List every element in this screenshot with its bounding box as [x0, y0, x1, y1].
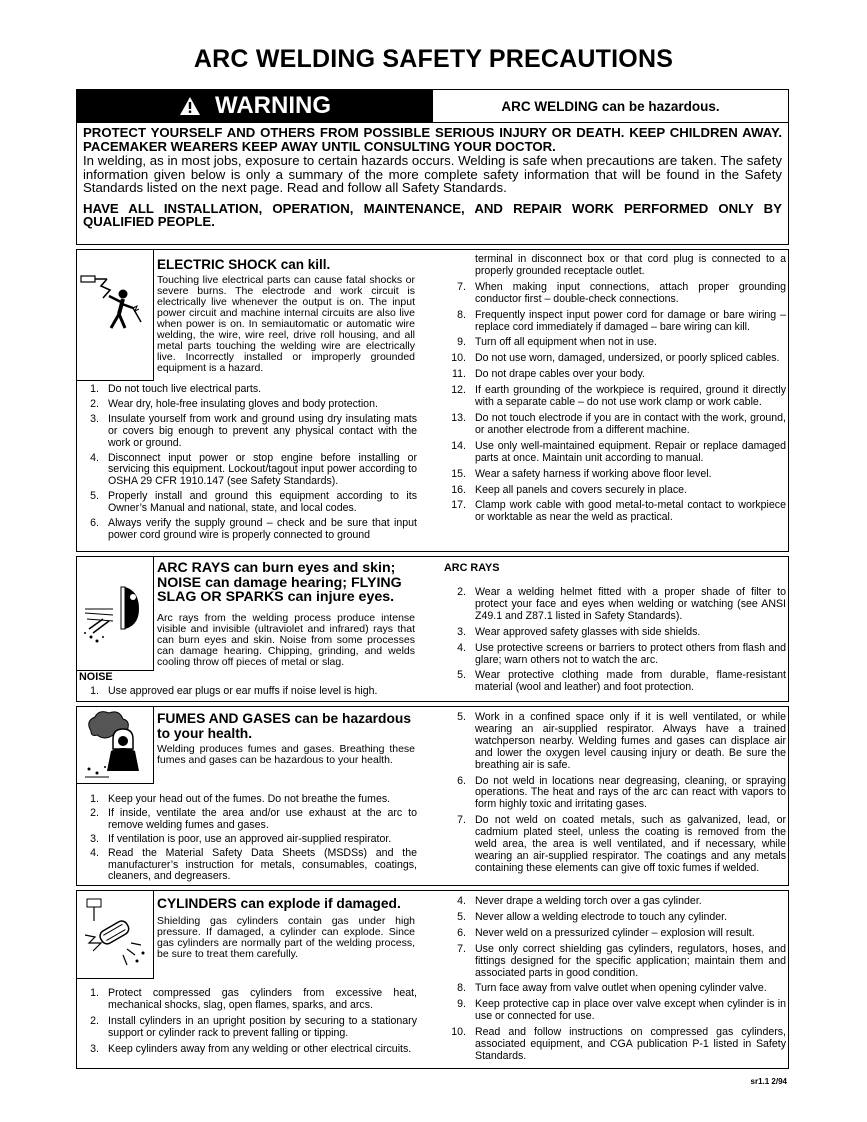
warning-intro-text: In welding, as in most jobs, exposure to certain hazards occurs. Welding is safe when precautions are taken. The safety information given below is only a summary of the more complete safety information that will be found in the Safety Standards listed on the next page. Read and follow all Safety Standards. [83, 153, 782, 195]
section-cylinders [76, 890, 789, 1069]
list-item: 10. Do not use worn, damaged, undersized, or poorly spliced cables. [451, 352, 780, 365]
list-item: 3. Keep cylinders away from any welding or other electrical circuits. [90, 1042, 412, 1055]
warning-qualified-text: HAVE ALL INSTALLATION, OPERATION, MAINTENANCE, AND REPAIR WORK PERFORMED ONLY BY QUALIFIED PEOPLE. [83, 200, 782, 229]
shock-left-list [77, 384, 417, 542]
list-item: 2. Wear a welding helmet fitted with a proper shade of filter to protect your face and eyes when welding or watching (see ANSI Z49.1 and Z87.1 listed in Safety Standards). [457, 586, 786, 622]
list-item: 5. Work in a confined space only if it is well ventilated, or while wearing an air-supplied respirator. Always have a trained watchperson nearby. Welding fumes and gases can displace air and lower the oxygen level causing injury or death. Be sure the breathing air is safe. [457, 711, 786, 771]
fumes-icon-box [77, 707, 154, 784]
list-item: 3. If ventilation is poor, use an approved air-supplied respirator. [90, 832, 392, 845]
list-item: 16. Keep all panels and covers securely in place. [451, 483, 687, 496]
list-item: 4. Never drape a welding torch over a gas cylinder. [457, 895, 702, 907]
list-item: 5. Never allow a welding electrode to touch any cylinder. [457, 910, 728, 923]
rays-icon-box [77, 557, 154, 671]
warning-triangle-icon [179, 96, 201, 116]
list-item: 13. Do not touch electrode if you are in contact with the work, ground, or another electrode from a different machine. [451, 411, 786, 436]
rays-title: ARC RAYS can burn eyes and skin; NOISE can damage hearing; FLYING SLAG OR SPARKS can injure eyes. [157, 560, 402, 605]
list-item: 1. Use approved ear plugs or ear muffs if noise level is high. [90, 685, 378, 697]
warning-box [76, 89, 789, 245]
list-item: 15. Wear a safety harness if working above floor level. [451, 467, 712, 480]
list-item: 7. Use only correct shielding gas cylinders, regulators, hoses, and fittings designed for the specific application; maintain them and associated parts in good condition. [457, 942, 786, 979]
list-item: 4. Use protective screens or barriers to protect others from flash and glare; warn others not to watch the arc. [457, 641, 786, 666]
warning-banner [77, 90, 433, 122]
list-item: 3. Insulate yourself from work and ground using dry insulating mats or covers big enough to prevent any physical contact with the work or ground. [90, 412, 417, 449]
fumes-left-list [77, 794, 417, 883]
fumes-title: FUMES AND GASES can be hazardous to your health. [157, 711, 412, 741]
section-arc-rays [76, 556, 789, 702]
list-item: 10. Read and follow instructions on compressed gas cylinders, associated equipment, and CGA publication P-1 listed in Safety Standards. [451, 1026, 786, 1062]
warning-protect-text: PROTECT YOURSELF AND OTHERS FROM POSSIBLE SERIOUS INJURY OR DEATH. KEEP CHILDREN AWAY. PACEMAKER WEARERS KEEP AWAY UNTIL CONSULTING YOUR DOCTOR. [83, 125, 782, 154]
cylinders-right-list [444, 896, 786, 1063]
warning-subtitle: ARC WELDING can be hazardous. [501, 98, 720, 114]
rays-right-list [444, 587, 786, 694]
list-item: 17. Clamp work cable with good metal-to-metal contact to workpiece or worktable as near the weld as practical. [451, 499, 786, 524]
cylinders-left-list [77, 988, 417, 1056]
list-item: 11. Do not drape cables over your body. [452, 368, 645, 381]
list-item: 6. Never weld on a pressurized cylinder – explosion will result. [457, 926, 755, 939]
fumes-right-list [444, 712, 786, 875]
cylinders-icon-box [77, 891, 154, 979]
section-electric-shock [76, 249, 789, 552]
list-item: 8. Turn face away from valve outlet when opening cylinder valve. [457, 982, 767, 995]
list-item: 1. Do not touch live electrical parts. [90, 383, 262, 395]
cylinder-explosion-icon [77, 891, 153, 979]
noise-list [77, 686, 417, 698]
list-item: 2. Install cylinders in an upright position by securing to a stationary support or cylinder rack to prevent falling or tipping. [90, 1014, 417, 1039]
welding-helmet-icon [77, 557, 153, 671]
fumes-description: Welding produces fumes and gases. Breathing these fumes and gases can be hazardous to your health. [157, 743, 415, 766]
list-item: 4. Disconnect input power or stop engine before installing or servicing this equipment. Lockout/tagout input power according to OSHA 29 CFR 1910.147 (see Safety Standards). [90, 451, 417, 488]
cylinders-description: Shielding gas cylinders contain gas under high pressure. If damaged, a cylinder can explode. Since gas cylinders are normally part of the welding process, be sure to treat them carefully. [157, 915, 415, 960]
section-fumes [76, 706, 789, 886]
list-item: 6. Always verify the supply ground – check and be sure that input power cord ground wire is properly connected to ground [90, 517, 417, 541]
list-item: 1. Keep your head out of the fumes. Do not breathe the fumes. [90, 793, 391, 805]
list-item: 5. Wear protective clothing made from durable, flame-resistant material (wool and leather) and foot protection. [457, 669, 786, 694]
shock-icon-box [77, 250, 154, 381]
list-item: 1. Protect compressed gas cylinders from excessive heat, mechanical shocks, slag, open flames, sparks, and arcs. [90, 987, 417, 1011]
arc-rays-heading: ARC RAYS [444, 562, 500, 574]
list-item: 8. Frequently inspect input power cord for damage or bare wiring – replace cord immediately if damaged – bare wiring can kill. [457, 308, 786, 333]
list-item: 7. Do not weld on coated metals, such as galvanized, lead, or cadmium plated steel, unless the coating is removed from the weld area, the area is well ventilated, and if necessary, while wearing an air-supplied respirator. The coatings and any metals containing these elements can give off toxic fumes if welded. [457, 814, 786, 874]
list-item: 9. Keep protective cap in place over valve except when cylinder is in use or connected for use. [457, 998, 786, 1023]
warning-header [77, 90, 788, 123]
list-item: 14. Use only well-maintained equipment. Repair or replace damaged parts at once. Maintain unit according to manual. [451, 439, 786, 464]
list-item: terminal in disconnect box or that cord plug is connected to a properly grounded receptacle outlet. [475, 253, 786, 277]
warning-label: WARNING [215, 92, 331, 119]
shock-title: ELECTRIC SHOCK can kill. [157, 257, 331, 272]
page-title: ARC WELDING SAFETY PRECAUTIONS [193, 45, 674, 73]
electric-shock-icon [77, 250, 153, 381]
cylinders-title: CYLINDERS can explode if damaged. [157, 896, 401, 911]
list-item: 2. If inside, ventilate the area and/or use exhaust at the arc to remove welding fumes and gases. [90, 806, 417, 831]
shock-description: Touching live electrical parts can cause fatal shocks or severe burns. The electrode and work circuit is electrically live whenever the output is on. The input power circuit and machine internal circuits are also live when power is on. In semiautomatic or automatic wire welding, the wire, wire reel, drive roll housing, and all metal parts touching the welding wire are electrically live. Incorrectly installed or improperly grounded equipment is a hazard. [157, 274, 415, 374]
shock-right-list [444, 254, 786, 524]
fumes-icon [77, 707, 153, 784]
list-item: 4. Read the Material Safety Data Sheets (MSDSs) and the manufacturer’s instruction for metals, consumables, coatings, cleaners, and degreasers. [90, 846, 417, 883]
list-item: 7. When making input connections, attach proper grounding conductor first – double-check connections. [457, 280, 786, 305]
list-item: 5. Properly install and ground this equipment according to its Owner’s Manual and national, state, and local codes. [90, 490, 417, 515]
document-code: sr1.1 2/94 [750, 1077, 787, 1086]
list-item: 3. Wear approved safety glasses with side shields. [457, 625, 701, 638]
noise-heading: NOISE [79, 671, 113, 683]
list-item: 9. Turn off all equipment when not in use. [457, 336, 657, 349]
list-item: 6. Do not weld in locations near degreasing, cleaning, or spraying operations. The heat and rays of the arc can react with vapors to form highly toxic and irritating gases. [457, 774, 786, 811]
list-item: 2. Wear dry, hole-free insulating gloves and body protection. [90, 397, 378, 410]
list-item: 12. If earth grounding of the workpiece is required, ground it directly with a separate cable – do not use work clamp or work cable. [451, 384, 786, 409]
rays-description: Arc rays from the welding process produce intense visible and invisible (ultraviolet and infrared) rays that can burn eyes and skin. Noise from some processes can damage hearing. Chipping, grinding, and welds cooling throw off pieces of metal or slag. [157, 612, 415, 668]
